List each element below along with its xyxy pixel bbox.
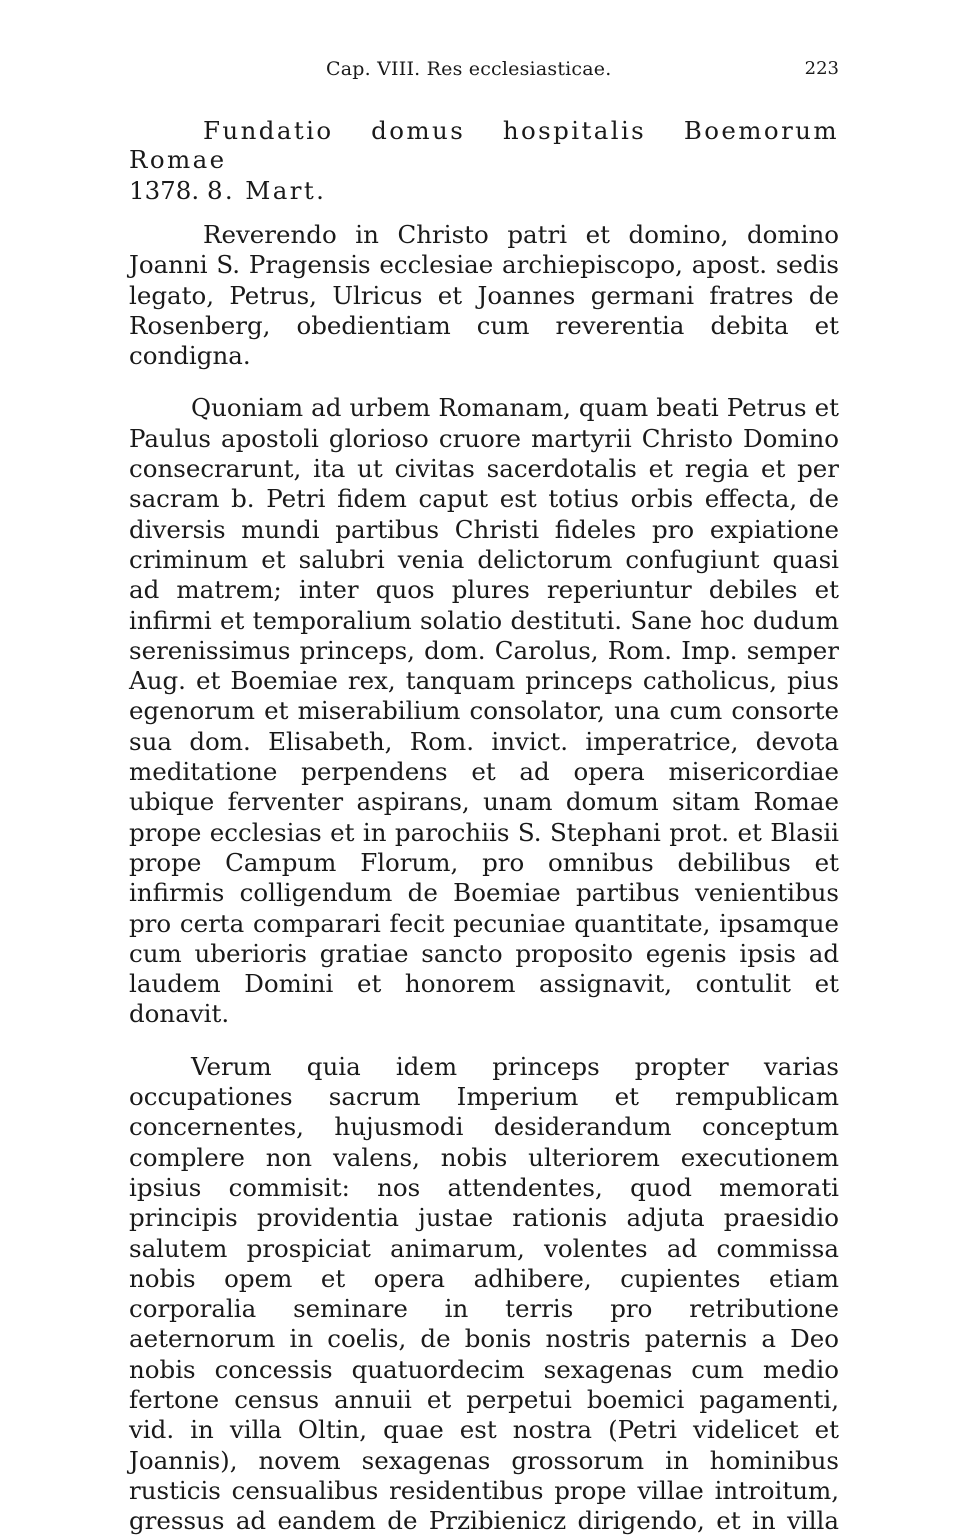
document-date <box>129 176 839 205</box>
document-date-year: 1378. <box>129 176 200 205</box>
running-head-title: Cap. VIII. Res ecclesiasticae. <box>326 58 612 80</box>
document-date-day-month: 8. Mart. <box>206 176 327 205</box>
running-head <box>129 58 839 86</box>
body-paragraph-2: Verum quia idem princeps propter varias occupationes sacrum Imperium et rempublicam concernentes, hujusmodi desiderandum conceptum complere non valens, nobis ulteriorem executionem ipsius commisit: nos attendentes, quod memorati principis providentia justae rationis adjuta praesidio salutem prospiciat animarum, volentes ad commissa nobis opem et opera adhibere, cupientes etiam corporalia seminare in terris pro retributione aeternorum in coelis, de bonis nostris paternis a Deo nobis concessis quatuordecim sexagenas cum medio fertone census annuii et perpetui boemici pagamenti, vid. in villa Oltin, quae est nostra (Petri videlicet et Joannis), novem sexagenas grossorum in hominibus rusticis censualibus residentibus prope villae introitum, gressus ad eandem de Przibienicz dirigendo, et in villa <box>129 1051 839 1536</box>
page-number: 223 <box>804 58 839 79</box>
document-title: Fundatio domus hospitalis Boemorum Romae <box>129 116 839 174</box>
body-paragraph-1: Quoniam ad urbem Romanam, quam beati Petrus et Paulus apostoli glorioso cruore martyrii Christo Domino consecrarunt, ita ut civitas sacerdotalis et regia et per sacram b. Petri fidem caput est totius orbis effecta, de diversis mundi partibus Christi fideles pro expiatione criminum et salubri venia delictorum confugiunt quasi ad matrem; inter quos plures reperiuntur debiles et infirmi et temporalium solatio destituti. Sane hoc dudum serenissimus princeps, dom. Carolus, Rom. Imp. semper Aug. et Boemiae rex, tanquam princeps catholicus, pius egenorum et miserabilium consolator, una cum consorte sua dom. Elisabeth, Rom. invict. imperatrice, devota meditatione perpendens et ad opera misericordiae ubique ferventer aspirans, unam domum sitam Romae prope ecclesias et in parochiis S. Stephani prot. et Blasii prope Campum Florum, pro omnibus debilibus et infirmis colligendum de Boemiae partibus venientibus pro certa comparari fecit pecuniae quantitate, ipsamque cum uberioris gratiae sancto proposito egenis ipsis ad laudem Domini et honorem assignavit, contulit et donavit. <box>129 393 839 1029</box>
document-page <box>129 58 839 1536</box>
address-paragraph: Reverendo in Christo patri et domino, domino Joanni S. Pragensis ecclesiae archiepiscopo, apost. sedis legato, Petrus, Ulricus et Joannes germani fratres de Rosenberg, obedientiam cum reverentia debita et condigna. <box>129 220 839 371</box>
